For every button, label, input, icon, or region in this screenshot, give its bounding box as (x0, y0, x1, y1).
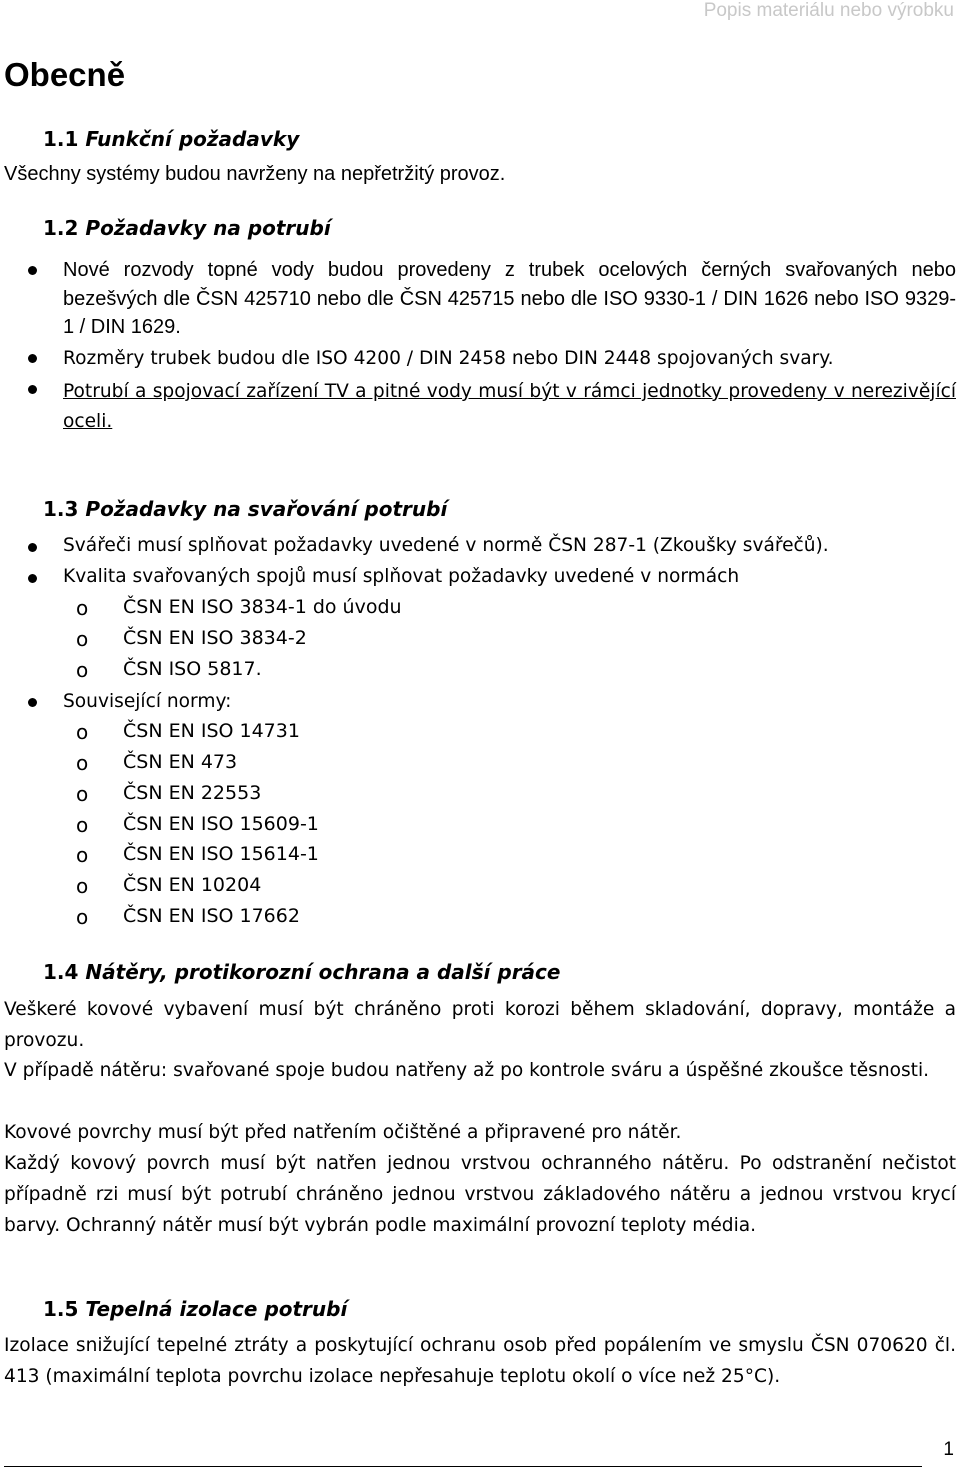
sub-bullet-icon: o (76, 627, 89, 651)
norm-item: ČSN ISO 5817. (123, 658, 262, 680)
norm-item: ČSN EN 10204 (123, 874, 262, 896)
norm-item: ČSN EN ISO 15614-1 (123, 843, 319, 865)
norm-item: ČSN EN ISO 3834-1 do úvodu (123, 596, 402, 618)
sub-bullet-icon: o (76, 720, 89, 744)
section-number: 1.4 (43, 960, 79, 984)
section-title: Nátěry, protikorozní ochrana a další práce (85, 960, 561, 984)
section-number: 1.1 (43, 127, 79, 151)
section-title: Požadavky na svařování potrubí (85, 497, 448, 521)
sub-bullet-icon: o (76, 782, 89, 806)
sub-bullet-icon: o (76, 658, 89, 682)
norm-item: ČSN EN ISO 17662 (123, 905, 300, 927)
paragraph: Všechny systémy budou navrženy na nepřetržitý provoz. (4, 163, 506, 185)
section-title: Požadavky na potrubí (85, 216, 331, 240)
section-heading-1-5 (43, 1297, 347, 1321)
bullet-icon (28, 385, 37, 394)
sub-bullet-icon: o (76, 843, 89, 867)
section-title: Tepelná izolace potrubí (85, 1297, 348, 1321)
paragraph: Kovové povrchy musí být před natřením očištěné a připravené pro nátěr. (4, 1122, 682, 1143)
page-number: 1 (943, 1439, 954, 1460)
list-item: Kvalita svařovaných spojů musí splňovat požadavky uvedené v normách (63, 566, 740, 587)
page-title: Obecně (4, 56, 126, 93)
sub-bullet-icon: o (76, 596, 89, 620)
sub-bullet-icon: o (76, 874, 89, 898)
norm-item: ČSN EN ISO 3834-2 (123, 627, 307, 649)
bullet-icon (28, 354, 37, 363)
list-item: Nové rozvody topné vody budou provedeny z trubek ocelových černých svařovaných nebo bezešvých dle ČSN 425710 nebo dle ČSN 425715 nebo dle ISO 9330-1 / DIN 1626 nebo ISO 9329-1 / DIN 1629. (63, 259, 956, 338)
section-heading-1-1 (43, 127, 299, 151)
list-item: Rozměry trubek budou dle ISO 4200 / DIN 2458 nebo DIN 2448 spojovaných svary. (63, 348, 834, 369)
footer-divider (4, 1466, 922, 1467)
bullet-icon (28, 574, 37, 583)
document-type-header: Popis materiálu nebo výrobku (703, 0, 954, 21)
sub-bullet-icon: o (76, 905, 89, 929)
paragraph: Každý kovový povrch musí být natřen jednou vrstvou ochranného nátěru. Po odstranění nečistot případně rzi musí být potrubí chráněno jednou vrstvou základového nátěru a jednou vrstvou krycí barvy. Ochranný nátěr musí být vybrán podle maximální provozní teploty média. (4, 1153, 956, 1236)
paragraph: Izolace snižující tepelné ztráty a poskytující ochranu osob před popálením ve smyslu ČSN 070620 čl. 413 (maximální teplota povrchu izolace nepřesahuje teplotu okolí o více než 25°C). (4, 1335, 956, 1387)
norm-item: ČSN EN ISO 15609-1 (123, 813, 319, 835)
bullet-icon (28, 543, 37, 552)
section-number: 1.3 (43, 497, 79, 521)
section-heading-1-4 (43, 960, 560, 984)
norm-item: ČSN EN 473 (123, 751, 238, 773)
paragraph: V případě nátěru: svařované spoje budou natřeny až po kontrole sváru a úspěšné zkoušce těsnosti. (4, 1060, 930, 1081)
bullet-icon (28, 698, 37, 707)
section-number: 1.5 (43, 1297, 79, 1321)
section-number: 1.2 (43, 216, 79, 240)
sub-bullet-icon: o (76, 751, 89, 775)
section-heading-1-2 (43, 216, 331, 240)
section-heading-1-3 (43, 497, 447, 521)
bullet-icon (28, 266, 37, 275)
sub-bullet-icon: o (76, 813, 89, 837)
list-item: Svářeči musí splňovat požadavky uvedené v normě ČSN 287-1 (Zkoušky svářečů). (63, 535, 829, 556)
norm-item: ČSN EN 22553 (123, 782, 262, 804)
paragraph: Veškeré kovové vybavení musí být chráněno proti korozi během skladování, dopravy, montáže a provozu. (4, 999, 956, 1051)
list-item: Související normy: (63, 691, 232, 712)
section-title: Funkční požadavky (85, 127, 300, 151)
list-item: Potrubí a spojovací zařízení TV a pitné vody musí být v rámci jednotky provedeny v nerezivějící oceli. (63, 381, 956, 432)
norm-item: ČSN EN ISO 14731 (123, 720, 300, 742)
